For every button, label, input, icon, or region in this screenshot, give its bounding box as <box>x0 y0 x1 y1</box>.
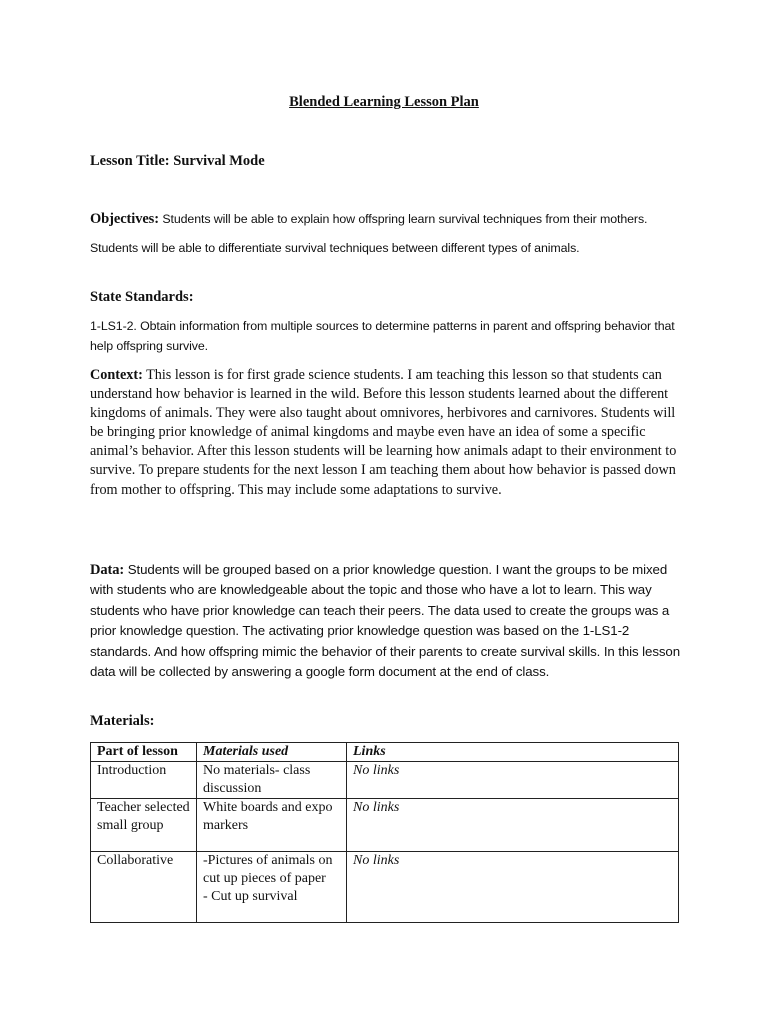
objectives-text-1: Students will be able to explain how offspring learn survival techniques from their mothers. <box>162 212 648 226</box>
table-cell-materials-clipped <box>197 852 347 923</box>
materials-line: -Pictures of animals on cut up pieces of paper <box>203 853 333 886</box>
table-cell: No materials- class discussion <box>197 762 347 799</box>
table-row <box>91 762 679 799</box>
objectives-label: Objectives: <box>90 211 159 227</box>
context-paragraph <box>90 366 682 500</box>
objectives-section <box>90 210 682 258</box>
objectives-text-2: Students will be able to differentiate survival techniques between different types of animals. <box>90 240 580 255</box>
table-row <box>91 852 679 923</box>
data-label: Data: <box>90 562 125 578</box>
table-cell: Teacher selected small group <box>91 799 197 852</box>
lesson-title: Lesson Title: Survival Mode <box>90 153 265 169</box>
standards-text: 1-LS1-2. Obtain information from multiple sources to determine patterns in parent and offspring behavior that help offspring survive. <box>90 319 675 353</box>
context-text: This lesson is for first grade science students. I am teaching this lesson so that students can understand how behavior is learned in the wild. Before this lesson students learned about the different kingdoms of animals. They were also taught about omnivores, herbivores and carnivores. Students will be bringing prior knowledge of animal kingdoms and maybe even have an idea of some a specific animal’s behavior. After this lesson students will be learning how animals adapt to their environment to survive. To prepare students for the next lesson I am teaching them about how behavior is passed down from mother to offspring. This may include some adaptations to survive. <box>90 367 677 498</box>
table-header-part: Part of lesson <box>91 743 197 762</box>
objectives-paragraph <box>90 210 682 230</box>
table-header-materials: Materials used <box>197 743 347 762</box>
table-cell: Introduction <box>91 762 197 799</box>
data-text: Students will be grouped based on a prior knowledge question. I want the groups to be mixed with students who are knowledgeable about the topic and those who have a lot to learn. This way students who have prior knowledge can teach their peers. The data used to create the groups was a prior knowledge question. The activating prior knowledge question was based on the 1-LS1-2 standards. And how offspring mimic the behavior of their parents to create survival skills. In this lesson data will be collected by answering a google form document at the end of class. <box>90 562 681 680</box>
materials-label: Materials: <box>90 713 155 729</box>
document-title: Blended Learning Lesson Plan <box>289 94 479 110</box>
table-cell-link: No links <box>347 852 679 923</box>
table-header-links: Links <box>347 743 679 762</box>
standards-label: State Standards: <box>90 289 194 305</box>
table-cell: White boards and expo markers <box>197 799 347 852</box>
table-cell-link: No links <box>347 762 679 799</box>
table-row <box>91 799 679 852</box>
clipped-cell-content <box>203 852 340 922</box>
data-paragraph <box>90 560 682 682</box>
table-header-row <box>91 743 679 762</box>
table-cell-link: No links <box>347 799 679 852</box>
table-cell: Collaborative <box>91 852 197 923</box>
materials-line-continued: - Cut up survival <box>203 889 298 904</box>
context-label: Context: <box>90 367 143 383</box>
materials-table <box>90 742 679 923</box>
